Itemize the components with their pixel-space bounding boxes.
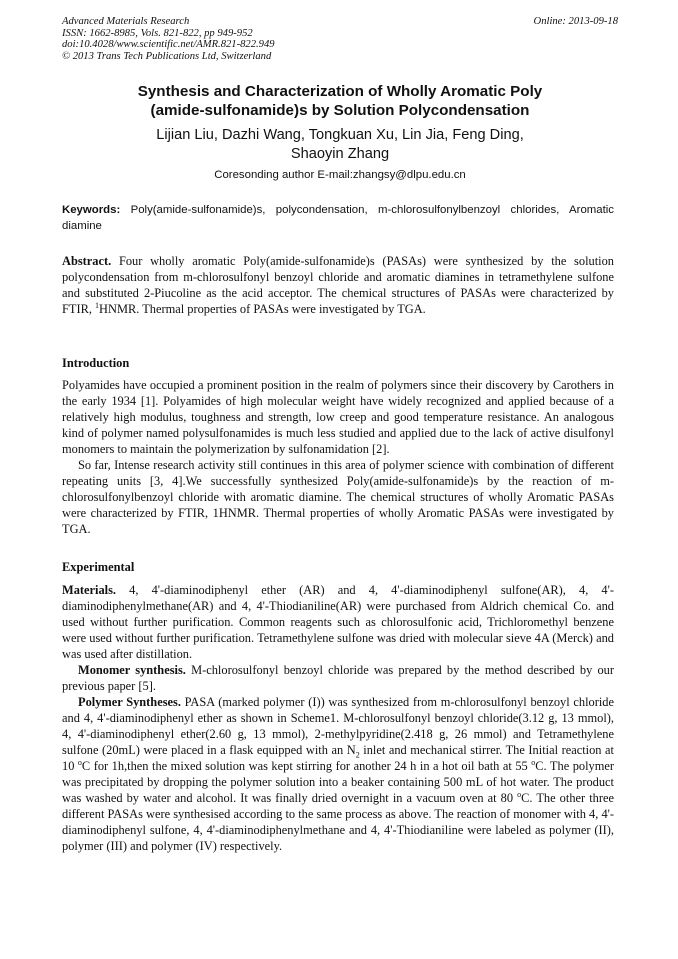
title-line-1: Synthesis and Characterization of Wholly Aromatic Poly [137, 83, 543, 100]
introduction-body [62, 377, 614, 537]
authors-line-1: Lijian Liu, Dazhi Wang, Tongkuan Xu, Lin Jia, Feng Ding, [156, 127, 524, 143]
materials-paragraph [62, 582, 614, 662]
introduction-paragraph-2: So far, Intense research activity still continues in this area of polymer science with combination of different repeating units [3, 4].We successfully synthesized Poly(amide-sulfonamide)s by the reaction of m-chlorosulfonylbenzoyl chloride with aromatic diamine. The chemical structures of wholly Aromatic PASAs were characterized by FTIR, 1HNMR. Thermal properties of wholly Aromatic PASAs were investigated by TGA. [62, 458, 614, 536]
abstract-sup: 1 [95, 300, 100, 310]
introduction-paragraph-1: Polyamides have occupied a prominent position in the realm of polymers since their discovery by Carothers in the early 1934 [1]. Polyamides of high molecular weight have widely recognized and applied because of a relatively high modulus, toughness and strength, low creep and good temperature resistance. An analogous kind of polymer named polysulfonamides is much less studied and applied due to the lack of active disulfonyl monomers to maintain the polymerization by sulfonamidation [2]. [62, 378, 614, 456]
monomer-paragraph [62, 662, 614, 694]
materials-label: Materials. [62, 583, 117, 597]
degree-sup-2: o [531, 757, 536, 767]
degree-sup-1: o [77, 757, 82, 767]
abstract-text-a: Four wholly aromatic Poly(amide-sulfonamide)s (PASAs) were synthesized by the solution polycondensation from m-chlorosulfonyl benzoyl chloride and aromatic diamines in tetramethylene sulfone and substituted 2-Piucoline as the acid acceptor. The chemical structures of PASAs were characterized by FTIR, [62, 254, 614, 316]
journal-name: Advanced Materials Research [62, 16, 190, 27]
title-line-2: (amide-sulfonamide)s by Solution Polycondensation [150, 102, 530, 119]
keywords-text: Poly(amide-sulfonamide)s, polycondensation, m-chlorosulfonylbenzoyl chlorides, Aromatic diamine [62, 204, 614, 232]
degree-sup-3: o [517, 789, 522, 799]
polymer-label: Polymer Syntheses. [78, 695, 181, 709]
experimental-body [62, 582, 614, 854]
abstract-text-b: HNMR. Thermal properties of PASAs were investigated by TGA. [99, 302, 426, 316]
corresponding-author: Coresonding author E-mail:zhangsy@dlpu.edu.cn [214, 169, 466, 181]
author-list [62, 126, 618, 164]
monomer-label: Monomer synthesis. [78, 663, 186, 677]
polymer-text-e: C. The other three different PASAs were synthesised according to the same process as above. The reaction of monomer with 4, 4'-diaminodiphenyl sulfone, 4, 4'-diaminodiphenylmethane and 4, 4'-Thiodianiline were labeled as polymer (II), polymer (III) and polymer (IV) respectively. [62, 791, 614, 853]
keywords [62, 203, 614, 234]
abstract-label: Abstract. [62, 254, 112, 268]
copyright-line: © 2013 Trans Tech Publications Ltd, Switzerland [62, 50, 272, 62]
polymer-sub: 2 [355, 750, 360, 760]
paper-title [62, 82, 618, 120]
journal-header [62, 16, 618, 62]
polymer-text-a: PASA (marked polymer (I)) was synthesized from m-chlorosulfonyl benzoyl chloride and 4, 4'-diaminodiphenyl ether as shown in Scheme1. M-chlorosulfonyl benzoyl chloride(3.12 g, 13 mmol), 4, 4'-diaminodiphenyl ether(2.60 g, 13 mmol), 2-methylpyridine(2.418 g, 26 mmol) and Tetramethylene sulfone (20mL) were placed in a flask equipped with an N [62, 695, 614, 757]
materials-text: 4, 4'-diaminodiphenyl ether (AR) and 4, 4'-diaminodiphenyl sulfone(AR), 4, 4'-diaminodiphenylmethane(AR) and 4, 4'-Thiodianiline(AR) were purchased from Aldrich chemical Co. and used without further purification. Common reagents such as chlorosulfonic acid, Trichloromethyl benzene were used without further purification. Tetramethylene sulfone was dried with molecular sieve 4A (Merck) and was used after distillation. [62, 583, 614, 661]
polymer-text-b: inlet and mechanical stirrer. The Initial reaction at 10 [62, 743, 614, 773]
abstract [62, 253, 614, 317]
doi-line: doi:10.4028/www.scientific.net/AMR.821-822.949 [62, 39, 275, 50]
online-date: Online: 2013-09-18 [533, 16, 618, 27]
issn-line: ISSN: 1662-8985, Vols. 821-822, pp 949-952 [62, 27, 253, 39]
polymer-text-c: C for 1h,then the mixed solution was kept stirring for another 24 h in a hot oil bath at 55 [81, 759, 532, 773]
monomer-text: M-chlorosulfonyl benzoyl chloride was prepared by the method described by our previous paper [5]. [62, 663, 614, 693]
polymer-paragraph [62, 694, 614, 854]
experimental-heading: Experimental [62, 560, 135, 574]
authors-line-2: Shaoyin Zhang [290, 146, 390, 162]
polymer-text-d: C. The polymer was precipitated by dropping the polymer solution into a beaker containing 500 mL of hot water. The product was washed by water and alcohol. It was finally dried overnight in a vacuum oven at 80 [62, 759, 615, 805]
keywords-label: Keywords: [62, 204, 121, 216]
introduction-heading: Introduction [62, 356, 130, 370]
